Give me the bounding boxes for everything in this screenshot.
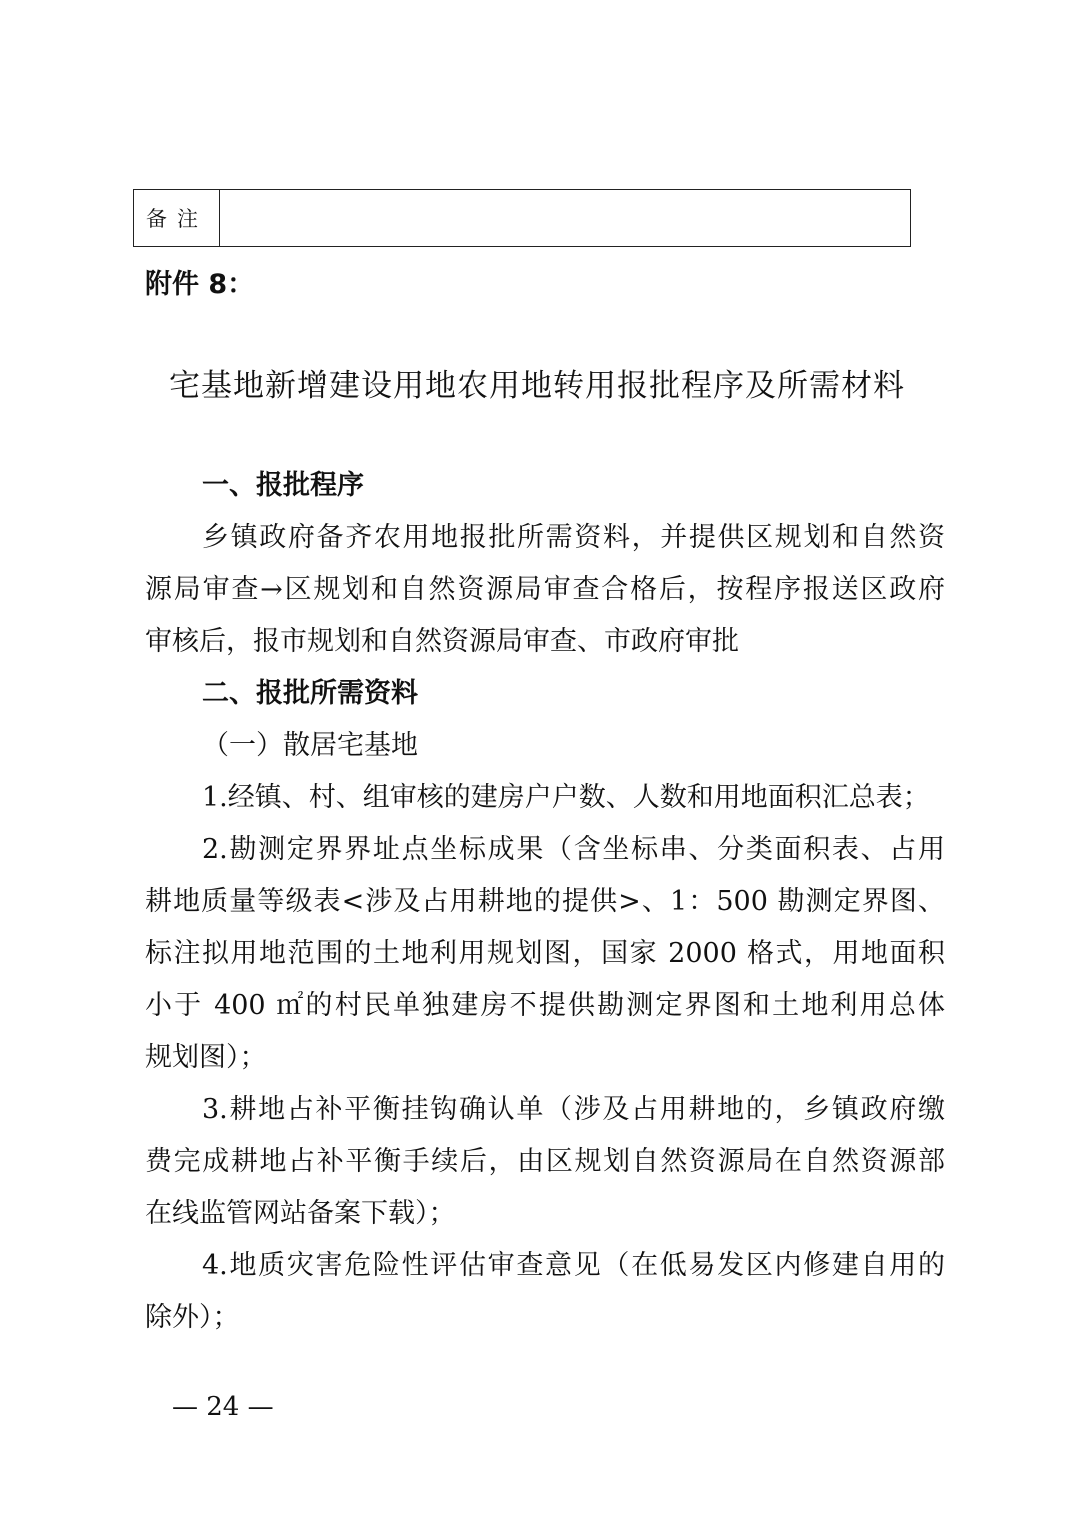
list-item-continuation: 标注拟用地范围的土地利用规划图，国家 2000 格式，用地面积 <box>145 938 945 969</box>
document-body <box>145 460 945 1344</box>
list-item: 1.经镇、村、组审核的建房户户数、人数和用地面积汇总表； <box>202 782 930 813</box>
remarks-label: 备注 <box>134 190 220 246</box>
paragraph-line: 源局审查→区规划和自然资源局审查合格后，按程序报送区政府 <box>145 574 945 605</box>
list-item: 2.勘测定界界址点坐标成果（含坐标串、分类面积表、占用 <box>202 834 945 865</box>
section-heading-materials: 二、报批所需资料 <box>202 678 418 709</box>
list-item: 3.耕地占补平衡挂钩确认单（涉及占用耕地的，乡镇政府缴 <box>202 1094 945 1125</box>
list-item-continuation: 除外）； <box>145 1302 240 1333</box>
subsection-heading: （一）散居宅基地 <box>202 730 418 761</box>
paragraph-line: 乡镇政府备齐农用地报批所需资料，并提供区规划和自然资 <box>202 522 945 553</box>
list-item-continuation: 在线监管网站备案下载）； <box>145 1198 456 1229</box>
section-heading-procedure: 一、报批程序 <box>202 470 364 501</box>
page-number: — 24 — <box>172 1392 274 1422</box>
list-item: 4.地质灾害危险性评估审查意见（在低易发区内修建自用的 <box>202 1250 945 1281</box>
paragraph-line: 审核后，报市规划和自然资源局审查、市政府审批 <box>145 626 739 657</box>
remarks-value <box>220 190 910 246</box>
list-item-continuation: 规划图）； <box>145 1042 267 1073</box>
remarks-table <box>133 189 911 247</box>
list-item-continuation: 费完成耕地占补平衡手续后，由区规划自然资源局在自然资源部 <box>145 1146 945 1177</box>
list-item-continuation: 耕地质量等级表<涉及占用耕地的提供>、1：500 勘测定界图、 <box>145 886 945 917</box>
attachment-label: 附件 8： <box>145 269 255 300</box>
list-item-continuation: 小于 400 ㎡的村民单独建房不提供勘测定界图和土地利用总体 <box>145 990 945 1021</box>
document-title: 宅基地新增建设用地农用地转用报批程序及所需材料 <box>169 368 905 404</box>
